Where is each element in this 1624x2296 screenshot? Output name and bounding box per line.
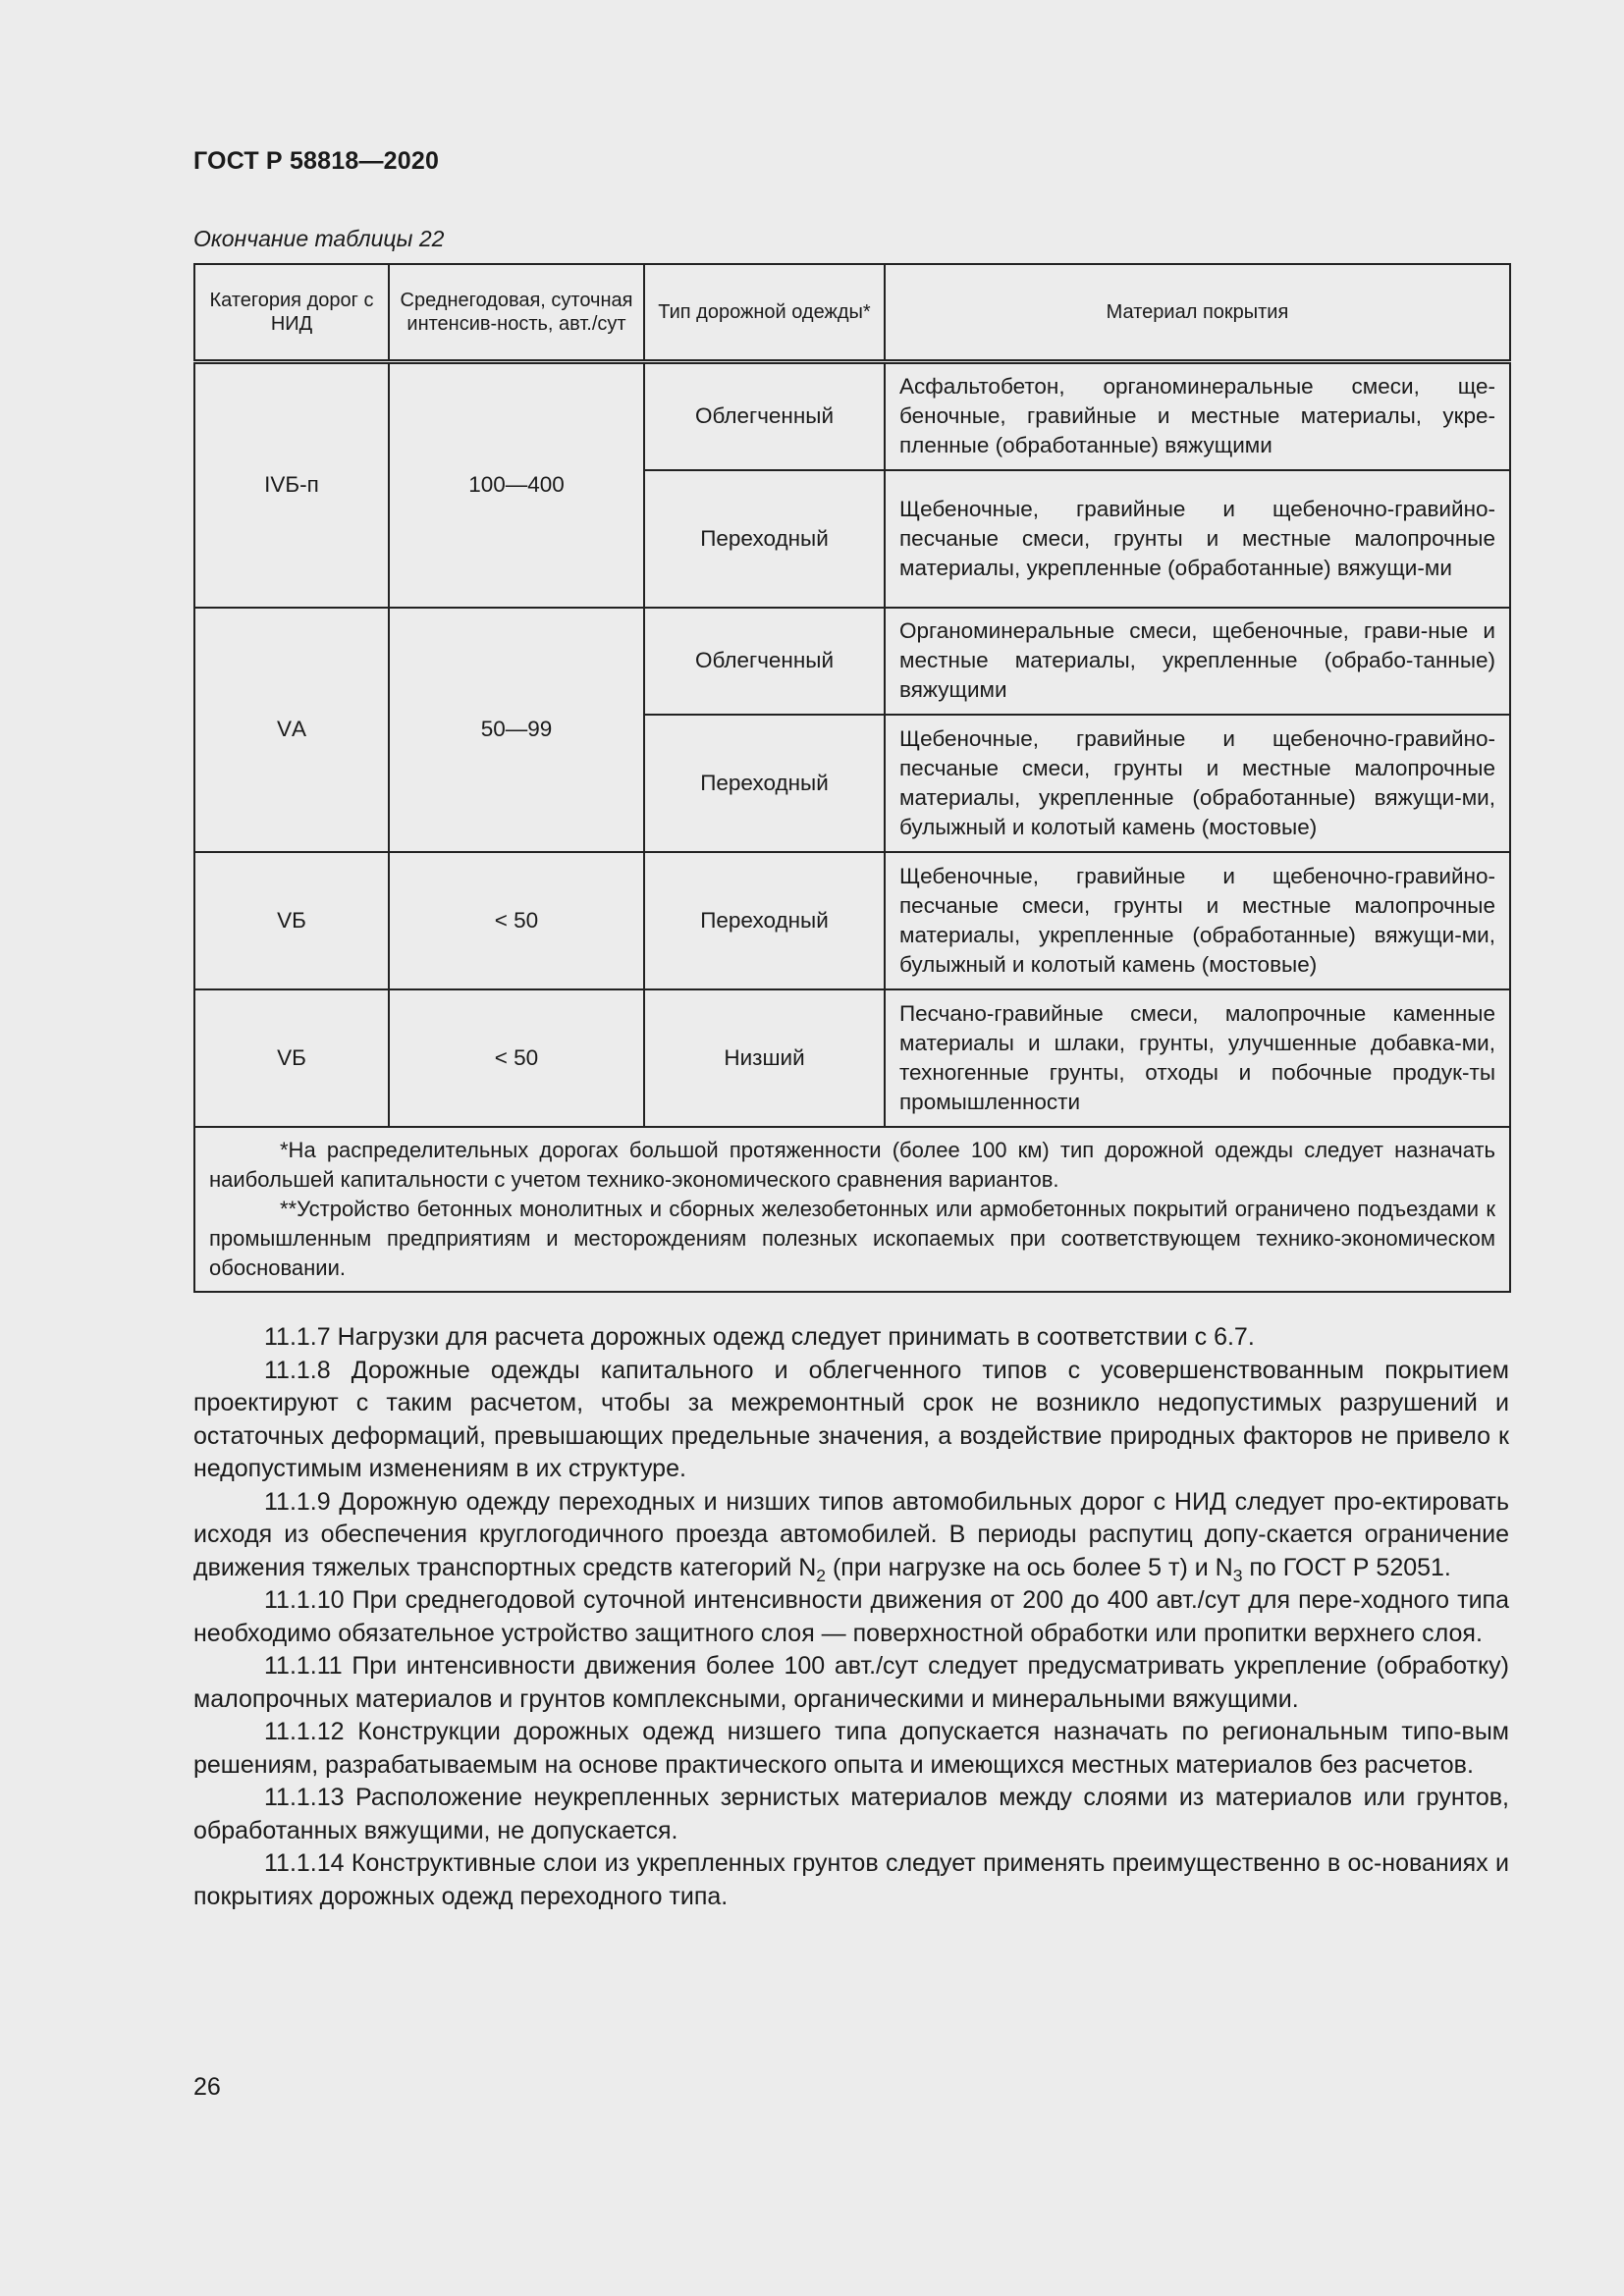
paragraph: 11.1.12 Конструкции дорожных одежд низшего типа допускается назначать по региональным типо-вым решениям, разрабатываемым на основе практического опыта и имеющихся местных материалов без расчетов.	[193, 1718, 1509, 1779]
body-text	[193, 1321, 1509, 1913]
page-number: 26	[193, 2073, 221, 2101]
table-row	[194, 362, 1510, 470]
intensity-cell: < 50	[389, 989, 644, 1127]
material-cell: Щебеночные, гравийные и щебеночно-гравийно-песчаные смеси, грунты и местные малопрочные материалы, укрепленные (обработанные) вяжущи-ми, булыжный и колотый камень (мостовые)	[885, 715, 1510, 852]
table-note: *На распределительных дорогах большой протяженности (более 100 км) тип дорожной одежды следует назначать наибольшей капитальности с учетом технико-экономического сравнения вариантов.	[209, 1137, 1495, 1192]
document-header: ГОСТ Р 58818—2020	[193, 147, 440, 175]
pavement-type-cell: Переходный	[644, 715, 885, 852]
pavement-type-cell: Низший	[644, 989, 885, 1127]
paragraph-text: (при нагрузке на ось более 5 т) и N	[826, 1553, 1233, 1581]
header-intensity: Среднегодовая, суточная интенсив-ность, авт./сут	[389, 264, 644, 362]
intensity-cell: 50—99	[389, 608, 644, 852]
paragraph: 11.1.10 При среднегодовой суточной интенсивности движения от 200 до 400 авт./сут для пере-ходного типа необходимо обязательное устройство защитного слоя — поверхностной обработки или пропитки верхнего слоя.	[193, 1586, 1509, 1647]
table-notes-row	[194, 1127, 1510, 1292]
material-cell: Асфальтобетон, органоминеральные смеси, ще-беночные, гравийные и местные материалы, укре-пленные (обработанные) вяжущими	[885, 362, 1510, 470]
table-row	[194, 852, 1510, 989]
pavement-type-cell: Переходный	[644, 470, 885, 608]
pavement-type-cell: Облегченный	[644, 362, 885, 470]
pavement-type-cell: Переходный	[644, 852, 885, 989]
paragraph: 11.1.14 Конструктивные слои из укрепленных грунтов следует применять преимущественно в ос-нованиях и покрытиях дорожных одежд переходного типа.	[193, 1849, 1509, 1910]
material-cell: Песчано-гравийные смеси, малопрочные каменные материалы и шлаки, грунты, улучшенные добавка-ми, техногенные грунты, отходы и побочные продук-ты промышленности	[885, 989, 1510, 1127]
category-cell: IVБ-п	[194, 362, 389, 608]
table-header-row	[194, 264, 1510, 362]
table-note: **Устройство бетонных монолитных и сборных железобетонных или армобетонных покрытий ограничено подъездами к промышленным предприятиям и месторождениям полезных ископаемых при соответствующем технико-экономическом обосновании.	[209, 1196, 1495, 1280]
intensity-cell: < 50	[389, 852, 644, 989]
paragraph-text: 11.1.9 Дорожную одежду переходных и низших типов автомобильных дорог с НИД следует про-ектировать исходя из обеспечения круглогодичного проезда автомобилей. В периоды распутиц допу-скается ограничение движения тяжелых транспортных средств категорий N	[193, 1487, 1509, 1581]
category-cell: VА	[194, 608, 389, 852]
material-cell: Органоминеральные смеси, щебеночные, грави-ные и местные материалы, укрепленные (обрабо-танные) вяжущими	[885, 608, 1510, 715]
pavement-type-cell: Облегченный	[644, 608, 885, 715]
header-pavement-type: Тип дорожной одежды*	[644, 264, 885, 362]
paragraph: 11.1.11 При интенсивности движения более 100 авт./сут следует предусматривать укрепление (обработку) малопрочных материалов и грунтов комплексными, органическими и минеральными вяжущими.	[193, 1652, 1509, 1713]
header-material: Материал покрытия	[885, 264, 1510, 362]
paragraph: 11.1.8 Дорожные одежды капитального и облегченного типов с усовершенствованным покрытием проектируют с таким расчетом, чтобы за межремонтный срок не возникло недопустимых разрушений и остаточных деформаций, превышающих предельные значения, а воздействие природных факторов не привело к недопустимым изменениям в их структуре.	[193, 1356, 1509, 1482]
subscript: 3	[1232, 1565, 1243, 1585]
table-row	[194, 608, 1510, 715]
header-category: Категория дорог с НИД	[194, 264, 389, 362]
intensity-cell: 100—400	[389, 362, 644, 608]
category-cell: VБ	[194, 989, 389, 1127]
paragraph: 11.1.13 Расположение неукрепленных зернистых материалов между слоями из материалов или грунтов, обработанных вяжущими, не допускается.	[193, 1784, 1509, 1844]
paragraph	[193, 1486, 1509, 1585]
materials-table	[193, 263, 1511, 1293]
subscript: 2	[816, 1565, 827, 1585]
material-cell: Щебеночные, гравийные и щебеночно-гравийно-песчаные смеси, грунты и местные малопрочные материалы, укрепленные (обработанные) вяжущи-ми	[885, 470, 1510, 608]
table-notes	[194, 1127, 1510, 1292]
table-row	[194, 989, 1510, 1127]
paragraph-text: по ГОСТ Р 52051.	[1242, 1553, 1451, 1581]
material-cell: Щебеночные, гравийные и щебеночно-гравийно-песчаные смеси, грунты и местные малопрочные материалы, укрепленные (обработанные) вяжущи-ми, булыжный и колотый камень (мостовые)	[885, 852, 1510, 989]
paragraph: 11.1.7 Нагрузки для расчета дорожных одежд следует принимать в соответствии с 6.7.	[264, 1323, 1255, 1351]
table-caption: Окончание таблицы 22	[193, 226, 445, 251]
category-cell: VБ	[194, 852, 389, 989]
